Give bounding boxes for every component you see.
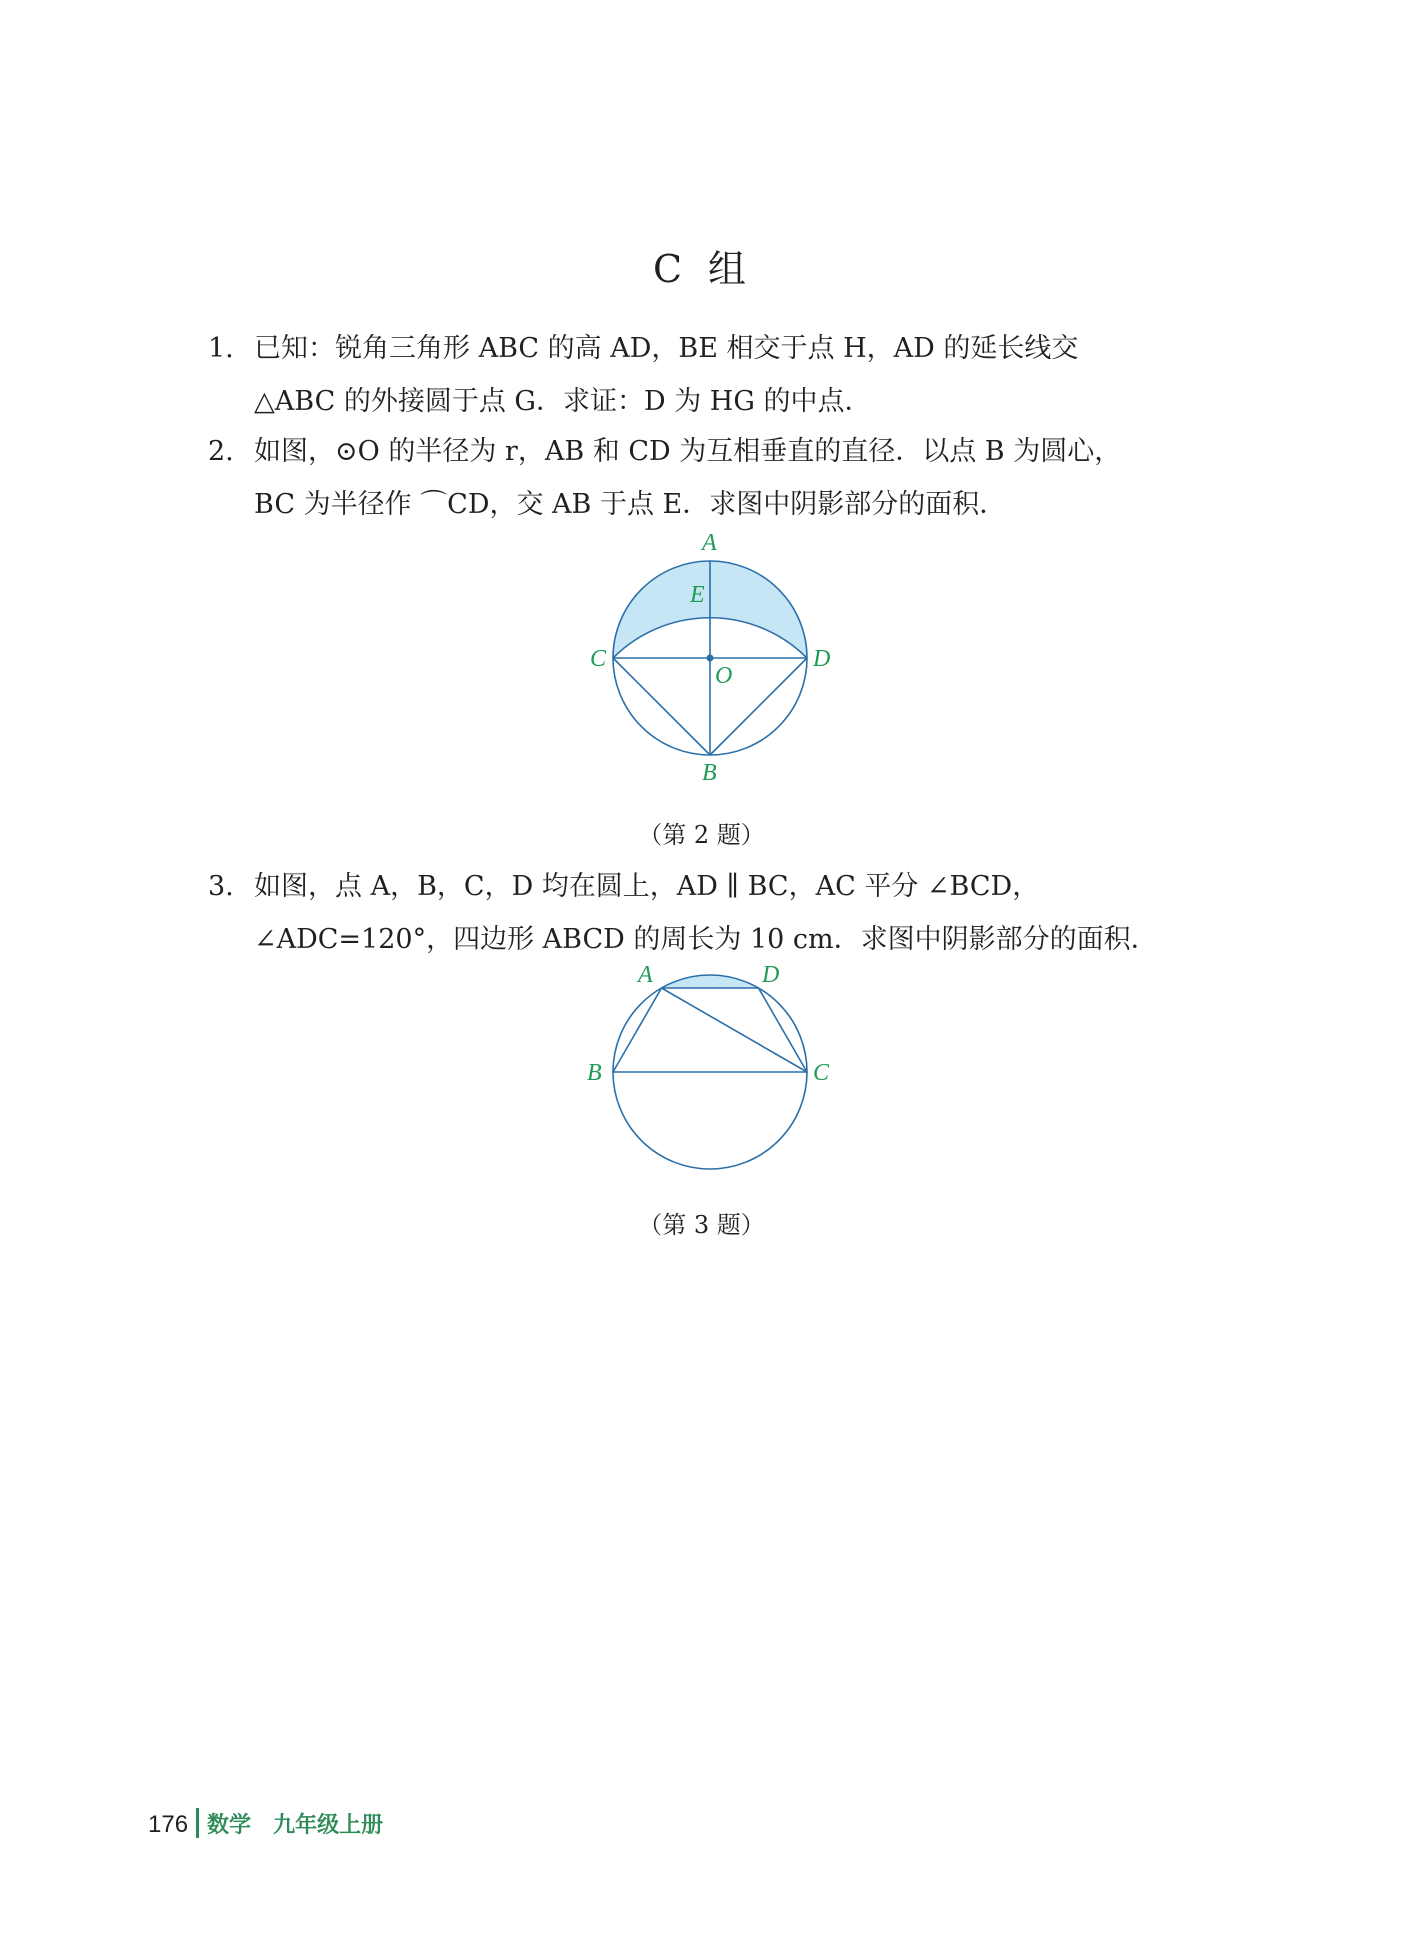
problem-text-line2: △ABC 的外接圆于点 G．求证：D 为 HG 的中点． bbox=[254, 386, 872, 417]
problem-number: 3. bbox=[208, 871, 234, 902]
problem-number: 1. bbox=[208, 333, 234, 364]
book-label: 九年级上册 bbox=[273, 1812, 384, 1837]
problem-text-line1: 已知：锐角三角形 ABC 的高 AD，BE 相交于点 H，AD 的延长线交 bbox=[254, 333, 1079, 364]
problem-text-line2: BC 为半径作 ⌒CD，交 AB 于点 E．求图中阴影部分的面积． bbox=[254, 489, 1007, 520]
problem-2 bbox=[208, 425, 1208, 531]
page-footer bbox=[148, 1808, 405, 1839]
diagonal-ac bbox=[662, 988, 808, 1072]
label-b: B bbox=[702, 760, 717, 786]
side-dc bbox=[759, 988, 808, 1072]
problem-1 bbox=[208, 322, 1208, 428]
side-ab bbox=[613, 988, 662, 1072]
figure-3-caption: （第 3 题） bbox=[638, 1211, 765, 1239]
section-title bbox=[0, 238, 1403, 293]
segment-bc bbox=[613, 658, 710, 755]
label-c: C bbox=[813, 1060, 830, 1086]
label-e: E bbox=[690, 582, 705, 608]
figure-2-diagram bbox=[580, 528, 830, 788]
problem-number: 2. bbox=[208, 436, 234, 467]
problem-3 bbox=[208, 860, 1208, 966]
figure-2-caption: （第 2 题） bbox=[638, 821, 765, 849]
figure-3-diagram bbox=[580, 962, 840, 1182]
problem-text-line1: 如图，⊙O 的半径为 r，AB 和 CD 为互相垂直的直径．以点 B 为圆心， bbox=[254, 436, 1122, 467]
label-a: A bbox=[702, 530, 717, 556]
label-o: O bbox=[715, 663, 733, 689]
page-number: 176 bbox=[148, 1811, 189, 1838]
label-b: B bbox=[587, 1060, 602, 1086]
section-letter: C bbox=[652, 247, 687, 291]
footer-divider bbox=[196, 1808, 199, 1838]
label-d: D bbox=[813, 646, 830, 672]
problem-text-line1: 如图，点 A，B，C，D 均在圆上，AD ∥ BC，AC 平分 ∠BCD， bbox=[254, 871, 1040, 902]
center-point bbox=[707, 655, 714, 662]
label-d: D bbox=[762, 962, 780, 988]
problem-text-line2: ∠ADC=120°，四边形 ABCD 的周长为 10 cm．求图中阴影部分的面积． bbox=[254, 924, 1158, 955]
label-a: A bbox=[638, 962, 653, 988]
subject-label: 数学 bbox=[207, 1812, 252, 1837]
section-label: 组 bbox=[708, 247, 751, 291]
label-c: C bbox=[590, 646, 607, 672]
